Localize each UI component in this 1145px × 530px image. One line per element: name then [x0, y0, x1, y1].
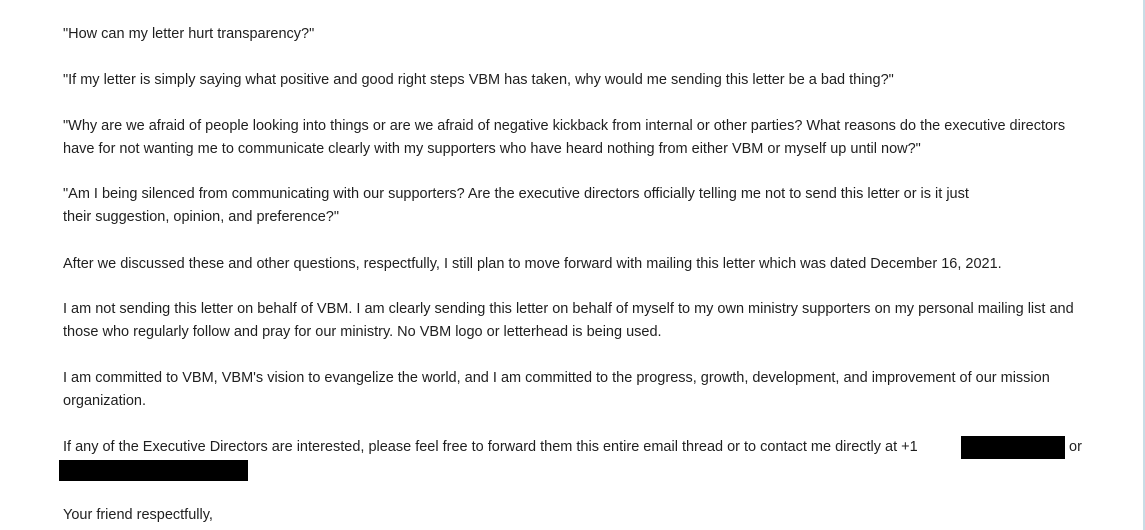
- committed-paragraph: I am committed to VBM, VBM's vision to evangelize the world, and I am committed to the progress, growth, development, and improvement of our mission organization.: [63, 370, 1050, 409]
- redacted-email-address: [59, 460, 248, 481]
- silenced-paragraph: "Am I being silenced from communicating with our supporters? Are the executive directors officially telling me not to send this letter or is it just their suggestion, opinion, and preference?": [63, 186, 969, 225]
- redacted-phone-number: [961, 436, 1065, 459]
- afraid-paragraph: "Why are we afraid of people looking into things or are we afraid of negative kickback from internal or other parties? What reasons do the executive directors have for not wanting me to communicate clearly with my supporters who have heard nothing from either VBM or myself up until now?": [63, 118, 1066, 157]
- closing-line: Your friend respectfully,: [63, 507, 213, 523]
- discussed-paragraph: After we discussed these and other questions, respectfully, I still plan to move forward with mailing this letter which was dated December 16, 2021.: [63, 256, 1002, 272]
- behalf-paragraph: I am not sending this letter on behalf of VBM. I am clearly sending this letter on behalf of myself to my own ministry supporters on my personal mailing list and those who regularly follow and pray for our ministry. No VBM logo or letterhead is being used.: [63, 301, 1074, 340]
- quote-transparency: "How can my letter hurt transparency?": [63, 26, 315, 42]
- contact-paragraph: If any of the Executive Directors are interested, please feel free to forward them this entire email thread or to contact me directly at +1: [63, 439, 918, 455]
- contact-or-text: or: [1069, 439, 1082, 455]
- quote-bad-thing: "If my letter is simply saying what positive and good right steps VBM has taken, why would me sending this letter be a bad thing?": [63, 72, 894, 88]
